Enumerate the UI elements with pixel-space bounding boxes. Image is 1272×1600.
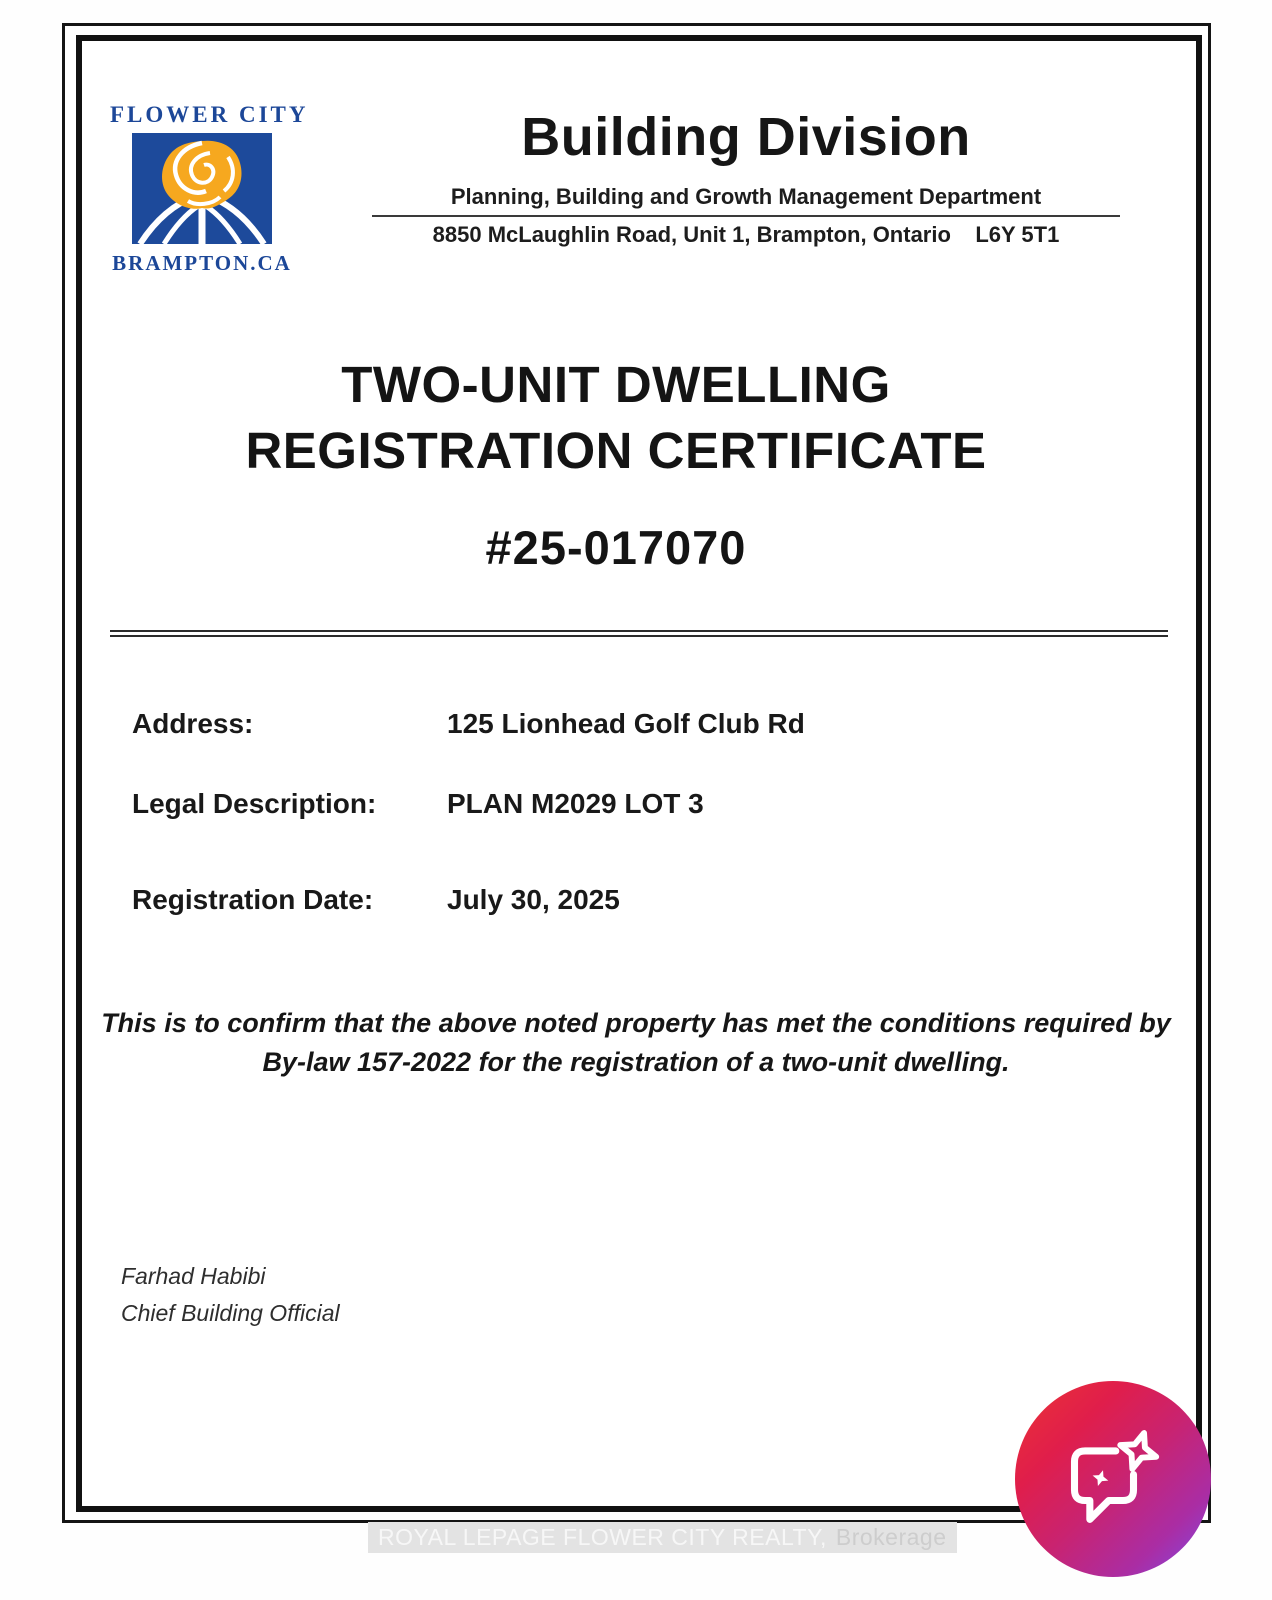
header-divider	[372, 215, 1120, 217]
field-row-legal-description	[132, 788, 1132, 820]
field-label: Legal Description:	[132, 788, 377, 819]
chat-sparkle-icon	[1045, 1425, 1163, 1543]
signature-block	[121, 1258, 340, 1332]
field-value: 125 Lionhead Golf Club Rd	[447, 708, 805, 739]
field-label: Registration Date:	[132, 884, 374, 915]
chat-fab-button[interactable]	[1015, 1381, 1211, 1577]
department-address: 8850 McLaughlin Road, Unit 1, Brampton, Ontario L6Y 5T1	[432, 222, 1060, 247]
field-row-registration-date	[132, 884, 1132, 916]
signatory-name: Farhad Habibi	[121, 1263, 266, 1289]
signatory-title: Chief Building Official	[121, 1299, 340, 1326]
rose-icon	[132, 133, 272, 244]
brampton-flower-city-logo	[110, 102, 309, 276]
field-value: July 30, 2025	[447, 884, 620, 915]
watermark-suffix: Brokerage	[835, 1524, 947, 1550]
certificate-title-line1: TWO-UNIT DWELLING	[341, 356, 891, 413]
logo-bottom-text: BRAMPTON.CA	[112, 251, 292, 275]
division-title: Building Division	[521, 107, 971, 167]
field-row-address	[132, 708, 1132, 740]
brokerage-watermark	[368, 1522, 957, 1553]
certificate-title	[86, 352, 1146, 485]
certificate-title-line2: REGISTRATION CERTIFICATE	[245, 422, 987, 480]
watermark-text: ROYAL LEPAGE FLOWER CITY REALTY,	[378, 1524, 827, 1550]
double-rule-divider	[110, 630, 1168, 637]
department-name: Planning, Building and Growth Management Department	[450, 184, 1042, 209]
field-value: PLAN M2029 LOT 3	[447, 788, 704, 819]
confirmation-statement: This is to confirm that the above noted property has met the conditions required by By-law 157-2022 for the registration of a two-unit dwelling.	[101, 1008, 1171, 1078]
certificate-number: #25-017070	[485, 521, 747, 574]
logo-top-text: FLOWER CITY	[110, 102, 309, 127]
field-label: Address:	[132, 708, 254, 739]
department-header	[372, 106, 1120, 248]
